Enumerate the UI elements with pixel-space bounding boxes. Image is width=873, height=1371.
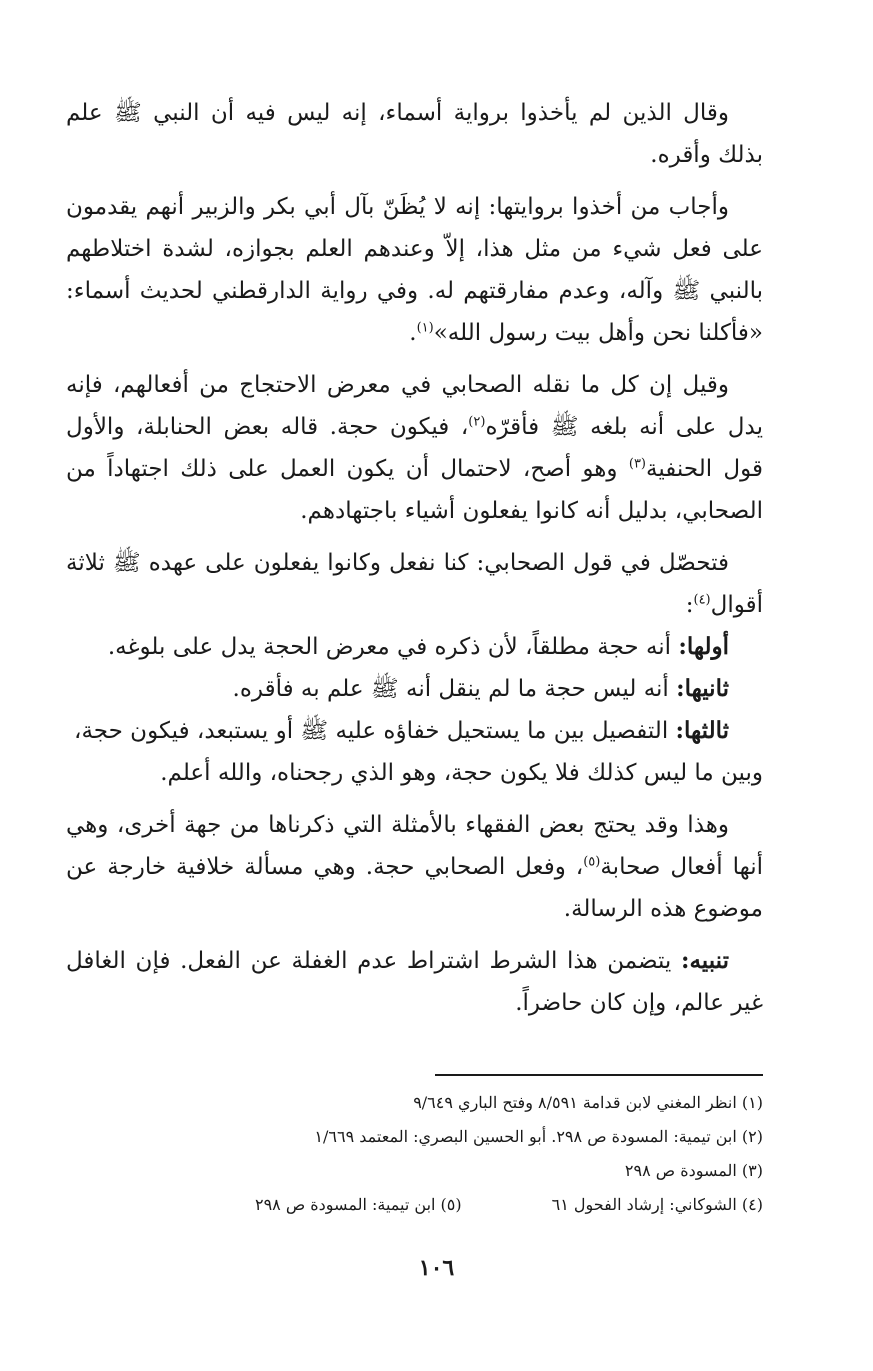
- footnote-ref-2[interactable]: (٢): [468, 414, 486, 430]
- paragraph-5: [66, 804, 763, 930]
- list-item-3-continuation-text: وبين ما ليس كذلك فلا يكون حجة، وهو الذي رجحناه، والله أعلم.: [160, 760, 763, 786]
- footnote-ref-3[interactable]: (٣): [628, 456, 646, 472]
- paragraph-4-end: :: [685, 592, 694, 618]
- footnote-ref-4[interactable]: (٤): [693, 592, 711, 608]
- paragraph-2-end: .: [409, 320, 417, 346]
- footnote-2: (٢) ابن تيمية: المسودة ص ٢٩٨. أبو الحسين البصري: المعتمد ١/٦٦٩: [314, 1127, 763, 1146]
- list-item-2-text: أنه ليس حجة ما لم ينقل أنه ﷺ علم به فأقره.: [232, 676, 677, 702]
- footnote-5: (٥) ابن تيمية: المسودة ص ٢٩٨: [254, 1195, 462, 1214]
- note-text: يتضمن هذا الشرط اشتراط عدم الغفلة عن الفعل. فإن الغافل غير عالم، وإن كان حاضراً.: [66, 948, 763, 1016]
- footnote-ref-1[interactable]: (١): [416, 320, 434, 336]
- paragraph-1: [66, 92, 763, 176]
- paragraph-3-text-a: وقيل إن كل ما نقله الصحابي في معرض الاحتجاج من أفعالهم، فإنه يدل على أنه بلغه ﷺ فأقرّه: [66, 372, 763, 440]
- paragraph-1-text: وقال الذين لم يأخذوا برواية أسماء، إنه ليس فيه أن النبي ﷺ علم بذلك وأقره.: [66, 100, 763, 168]
- paragraph-2: [66, 186, 763, 354]
- paragraph-5-text-a: وهذا وقد يحتج بعض الفقهاء بالأمثلة التي ذكرناها من جهة أخرى، وهي أنها أفعال صحابة: [66, 812, 764, 880]
- list-item-1-label: أولها:: [678, 633, 729, 660]
- list-item-3-label: ثالثها:: [675, 717, 729, 744]
- note-paragraph: [66, 940, 763, 1024]
- list-item-3: [66, 710, 763, 752]
- list-item-2-label: ثانيها:: [676, 675, 729, 702]
- footnote-4: (٤) الشوكاني: إرشاد الفحول ٦١: [551, 1195, 763, 1214]
- paragraph-4: [66, 542, 763, 626]
- list-item-3-continuation: [66, 752, 763, 794]
- footnote-divider: [435, 1074, 763, 1076]
- list-item-2: [66, 668, 763, 710]
- paragraph-4-text: فتحصّل في قول الصحابي: كنا نفعل وكانوا يفعلون على عهده ﷺ ثلاثة أقوال: [66, 550, 763, 618]
- list-item-1: [66, 626, 763, 668]
- page-number: ١٠٦: [418, 1255, 455, 1281]
- body-text: [66, 92, 763, 1034]
- list-item-1-text: أنه حجة مطلقاً، لأن ذكره في معرض الحجة يدل على بلوغه.: [107, 634, 679, 660]
- paragraph-2-text: وأجاب من أخذوا بروايتها: إنه لا يُظَنّ بآل أبي بكر والزبير أنهم يقدمون على فعل شيء من مثل هذا، إلاّ وعندهم العلم بجوازه، لشدة اختلاطهم بالنبي ﷺ وآله، وعدم مفارقتهم له. وفي رواية الدارقطني لحديث أسماء: «فأكلنا نحن وأهل بيت رسول الله»: [66, 194, 763, 346]
- list-item-3-text: التفصيل بين ما يستحيل خفاؤه عليه ﷺ أو يستبعد، فيكون حجة،: [74, 718, 676, 744]
- footnote-3: (٣) المسودة ص ٢٩٨: [624, 1161, 763, 1180]
- footnote-ref-5[interactable]: (٥): [583, 854, 601, 870]
- footnotes: [150, 1086, 763, 1222]
- footnote-1: (١) انظر المغني لابن قدامة ٨/٥٩١ وفتح الباري ٩/٦٤٩: [413, 1093, 763, 1112]
- paragraph-3: [66, 364, 763, 532]
- paragraph-3-text-c: وهو أصح، لاحتمال أن يكون العمل على ذلك اجتهاداً من الصحابي، بدليل أنه كانوا يفعلون أشياء باجتهادهم.: [66, 456, 763, 524]
- paragraph-5-text-b: ، وفعل الصحابي حجة. وهي مسألة خلافية خارجة عن موضوع هذه الرسالة.: [66, 854, 763, 922]
- note-label: تنبيه:: [680, 947, 729, 974]
- footnote-row: [150, 1188, 763, 1222]
- paragraph-3-text-b: ، فيكون حجة. قاله بعض الحنابلة، والأول قول الحنفية: [66, 414, 763, 482]
